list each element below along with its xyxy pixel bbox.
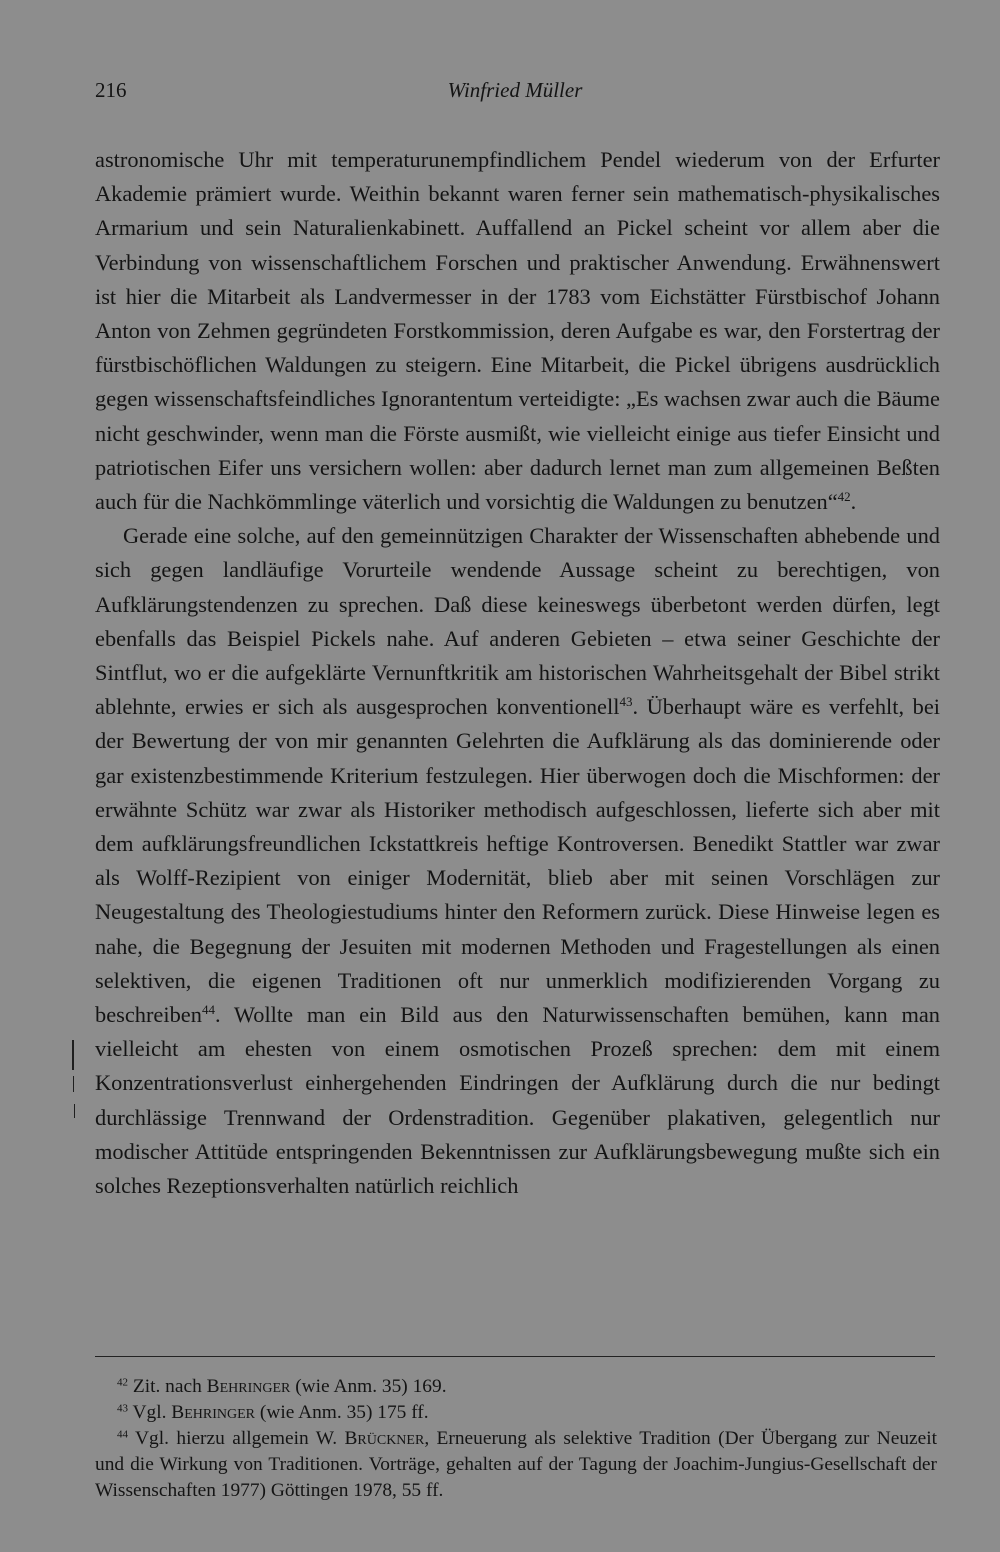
- paragraph-2-text-a: Gerade eine solche, auf den gemeinnützigen Charakter der Wissenschaften abhebende und sich gegen landläufige Vorurteile wendende Aussage scheint zu berechtigen, von Aufklärungstendenzen zu sprechen. Daß diese keineswegs überbetont werden dürfen, legt ebenfalls das Beispiel Pickels nahe. Auf anderen Gebieten – etwa seiner Geschichte der Sintflut, wo er die aufgeklärte Vernunftkritik am historischen Wahrheitsgehalt der Bibel strikt ablehnte, erwies er sich als ausgesprochen konventionell: [95, 523, 940, 720]
- footnote-author: Brückner: [344, 1428, 425, 1449]
- footnote-author: Behringer: [206, 1376, 291, 1397]
- page-number: 216: [95, 78, 127, 102]
- footnotes: [95, 1374, 937, 1504]
- paragraph-2: [95, 519, 940, 1203]
- page-header: [95, 78, 935, 108]
- footnote-number: 43: [117, 1402, 128, 1415]
- margin-pencil-mark: [72, 1040, 74, 1070]
- footnote-number: 44: [117, 1428, 128, 1441]
- paragraph-2-text-c: . Wollte man ein Bild aus den Naturwissenschaften bemühen, kann man vielleicht am ehesten von einem osmotischen Prozeß sprechen: dem mit einem Konzentrationsverlust einhergehenden Eindringen der Aufklärung durch die nur bedingt durchlässige Trennwand der Ordenstradition. Gegenüber plakativen, gelegentlich nur modischer Attitüde entspringenden Bekenntnissen zur Aufklärungsbewegung mußte sich ein solches Rezeptionsverhalten natürlich reichlich: [95, 1002, 940, 1199]
- paragraph-1-text: astronomische Uhr mit temperaturunempfindlichem Pendel wiederum von der Erfurter Akademie prämiert wurde. Weithin bekannt waren ferner sein mathematisch-physikalisches Armarium und sein Naturalienkabinett. Auffallend an Pickel scheint vor allem aber die Verbindung von wissenschaftlichem Forschen und praktischer Anwendung. Erwähnenswert ist hier die Mitarbeit als Landvermesser in der 1783 vom Eichstätter Fürstbischof Johann Anton von Zehmen gegründeten Forstkommission, deren Aufgabe es war, den Forstertrag der fürstbischöflichen Waldungen zu steigern. Eine Mitarbeit, die Pickel übrigens ausdrücklich gegen wissenschaftsfeindliches Ignorantentum verteidigte: „Es wachsen zwar auch die Bäume nicht geschwinder, wenn man die Förste ausmißt, wie vielleicht einige aus tiefer Einsicht und patriotischen Eifer uns versichern wollen: aber dadurch lernet man zum allgemeinen Beßten auch für die Nachkömmlinge väterlich und vorsichtig die Waldungen zu benutzen“: [95, 147, 940, 515]
- footnote-text: (wie Anm. 35) 175 ff.: [255, 1402, 429, 1423]
- margin-pencil-mark: [74, 1104, 75, 1118]
- footnote-text: , Erneuerung als selektive Tradition (Der Übergang zur Neuzeit und die Wirkung von Traditionen. Vorträge, gehalten auf der Tagung der Joachim-Jungius-Gesellschaft der Wissenschaften 1977) Göttingen 1978, 55 ff.: [95, 1428, 937, 1501]
- paragraph-1: [95, 143, 940, 519]
- running-head-author: Winfried Müller: [447, 78, 583, 102]
- body-text: [95, 143, 940, 1203]
- footnote-author: Behringer: [171, 1402, 256, 1423]
- footnote-ref-43: 43: [619, 694, 633, 710]
- footnote-text: Vgl. hierzu allgemein W.: [135, 1428, 345, 1449]
- paragraph-1-end: .: [850, 489, 857, 515]
- footnote-separator-rule: [95, 1356, 935, 1357]
- footnote-text: (wie Anm. 35) 169.: [290, 1376, 447, 1397]
- footnote-44: [95, 1426, 937, 1504]
- footnote-ref-42: 42: [837, 489, 851, 505]
- footnote-42: [95, 1374, 937, 1400]
- footnote-ref-44: 44: [201, 1002, 215, 1018]
- footnote-43: [95, 1400, 937, 1426]
- footnote-text: Vgl.: [132, 1402, 172, 1423]
- margin-pencil-mark: [73, 1076, 74, 1092]
- paragraph-2-text-b: . Überhaupt wäre es verfehlt, bei der Bewertung der von mir genannten Gelehrten die Aufklärung als das dominierende oder gar existenzbestimmende Kriterium festzulegen. Hier überwogen doch die Mischformen: der erwähnte Schütz war zwar als Historiker methodisch aufgeschlossen, lieferte sich aber mit dem aufklärungsfreundlichen Ickstattkreis heftige Kontroversen. Benedikt Stattler war zwar als Wolff-Rezipient von einiger Modernität, blieb aber mit seinen Vorschlägen zur Neugestaltung des Theologiestudiums hinter den Reformern zurück. Diese Hinweise legen es nahe, die Begegnung der Jesuiten mit modernen Methoden und Fragestellungen als einen selektiven, die eigenen Traditionen oft nur unmerklich modifizierenden Vorgang zu beschreiben: [95, 694, 940, 1028]
- footnote-number: 42: [117, 1376, 128, 1389]
- footnote-text: Zit. nach: [132, 1376, 207, 1397]
